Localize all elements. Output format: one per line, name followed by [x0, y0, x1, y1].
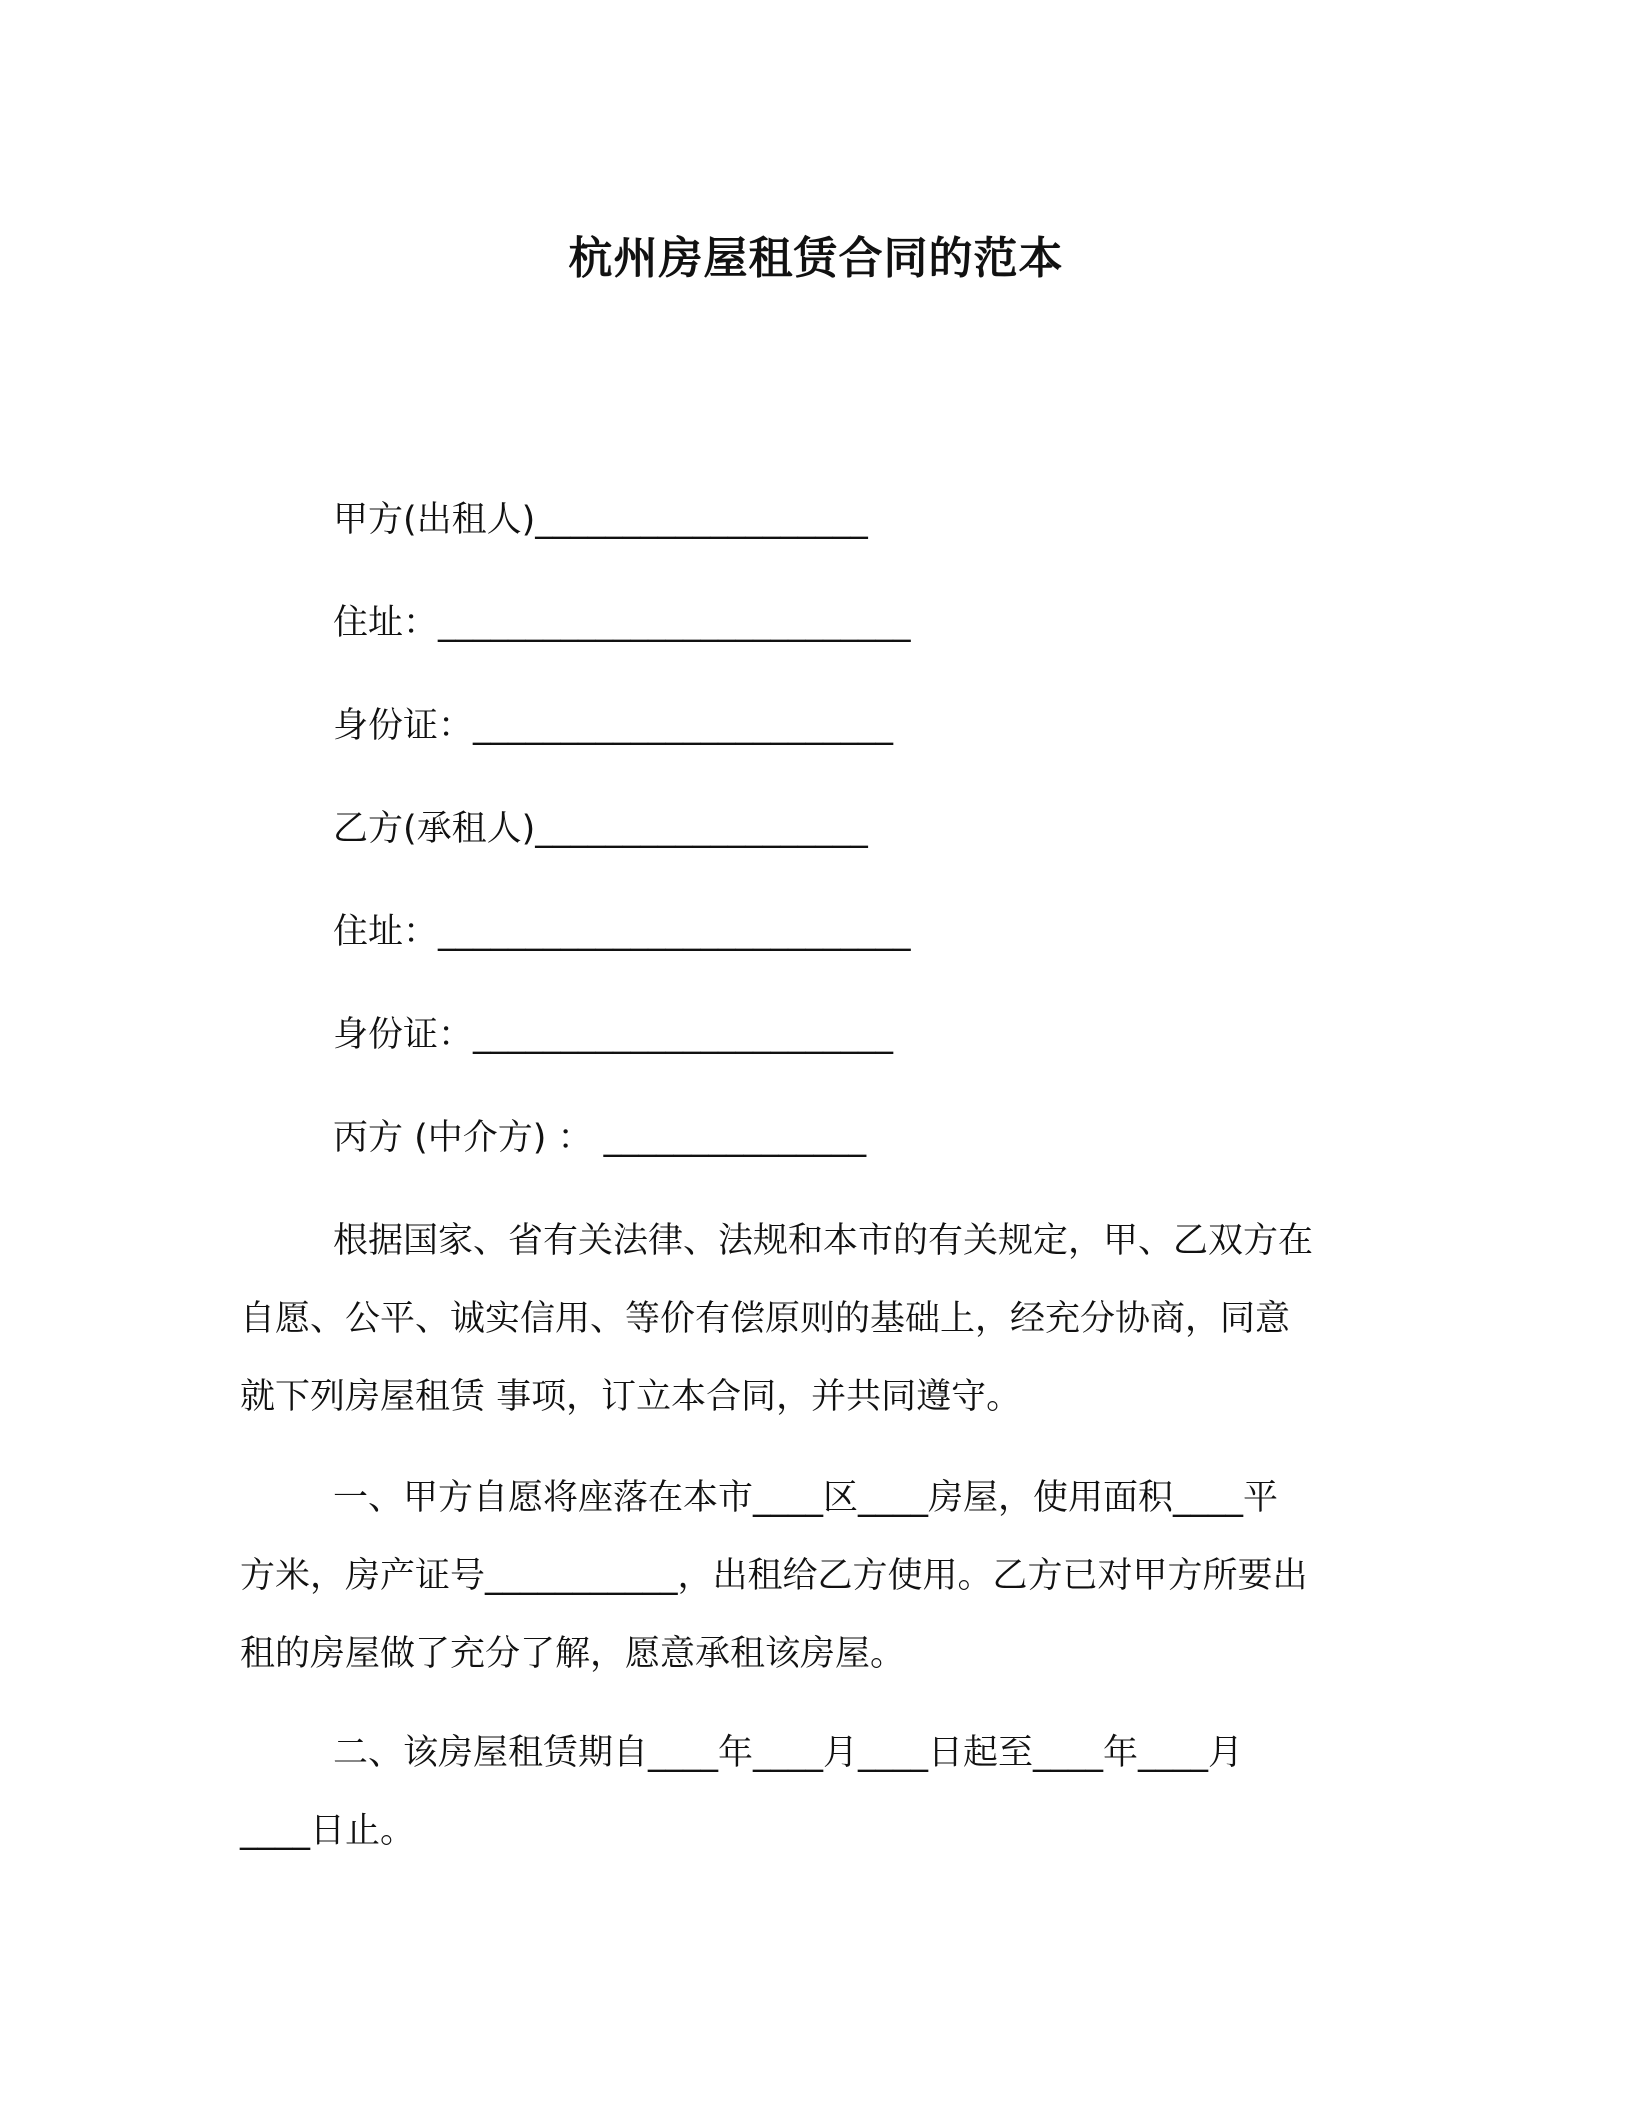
paragraph-line: 自愿、公平、诚实信用、等价有偿原则的基础上，经充分协商，同意 [240, 1299, 1291, 1339]
lessor-field: 甲方(出租人)___________________ [333, 500, 868, 540]
clause-2-paragraph [240, 1714, 1380, 1870]
lessor-id-field: 身份证：________________________ [333, 706, 894, 746]
lessee-address-field: 住址：___________________________ [333, 912, 911, 952]
paragraph-line: 根据国家、省有关法律、法规和本市的有关规定，甲、乙双方在 [333, 1221, 1314, 1261]
paragraph-line: ____日止。 [240, 1811, 416, 1851]
lessee-id-field: 身份证：________________________ [333, 1015, 894, 1055]
paragraph-line: 就下列房屋租赁 事项，订立本合同，并共同遵守。 [240, 1377, 1022, 1417]
paragraph-line: 一、甲方自愿将座落在本市____区____房屋，使用面积____平 [333, 1478, 1279, 1518]
paragraph-line: 方米，房产证号___________，出租给乙方使用。乙方已对甲方所要出 [240, 1556, 1308, 1596]
lessee-field: 乙方(承租人)___________________ [333, 809, 868, 849]
paragraph-line: 二、该房屋租赁期自____年____月____日起至____年____月 [333, 1733, 1244, 1773]
preamble-paragraph [240, 1202, 1380, 1436]
clause-1-paragraph [240, 1459, 1380, 1693]
document-title: 杭州房屋租赁合同的范本 [568, 233, 1064, 284]
agent-field: 丙方 (中介方) ： _______________ [333, 1118, 867, 1158]
lessor-address-field: 住址：___________________________ [333, 603, 911, 643]
paragraph-line: 租的房屋做了充分了解，愿意承租该房屋。 [240, 1634, 906, 1674]
